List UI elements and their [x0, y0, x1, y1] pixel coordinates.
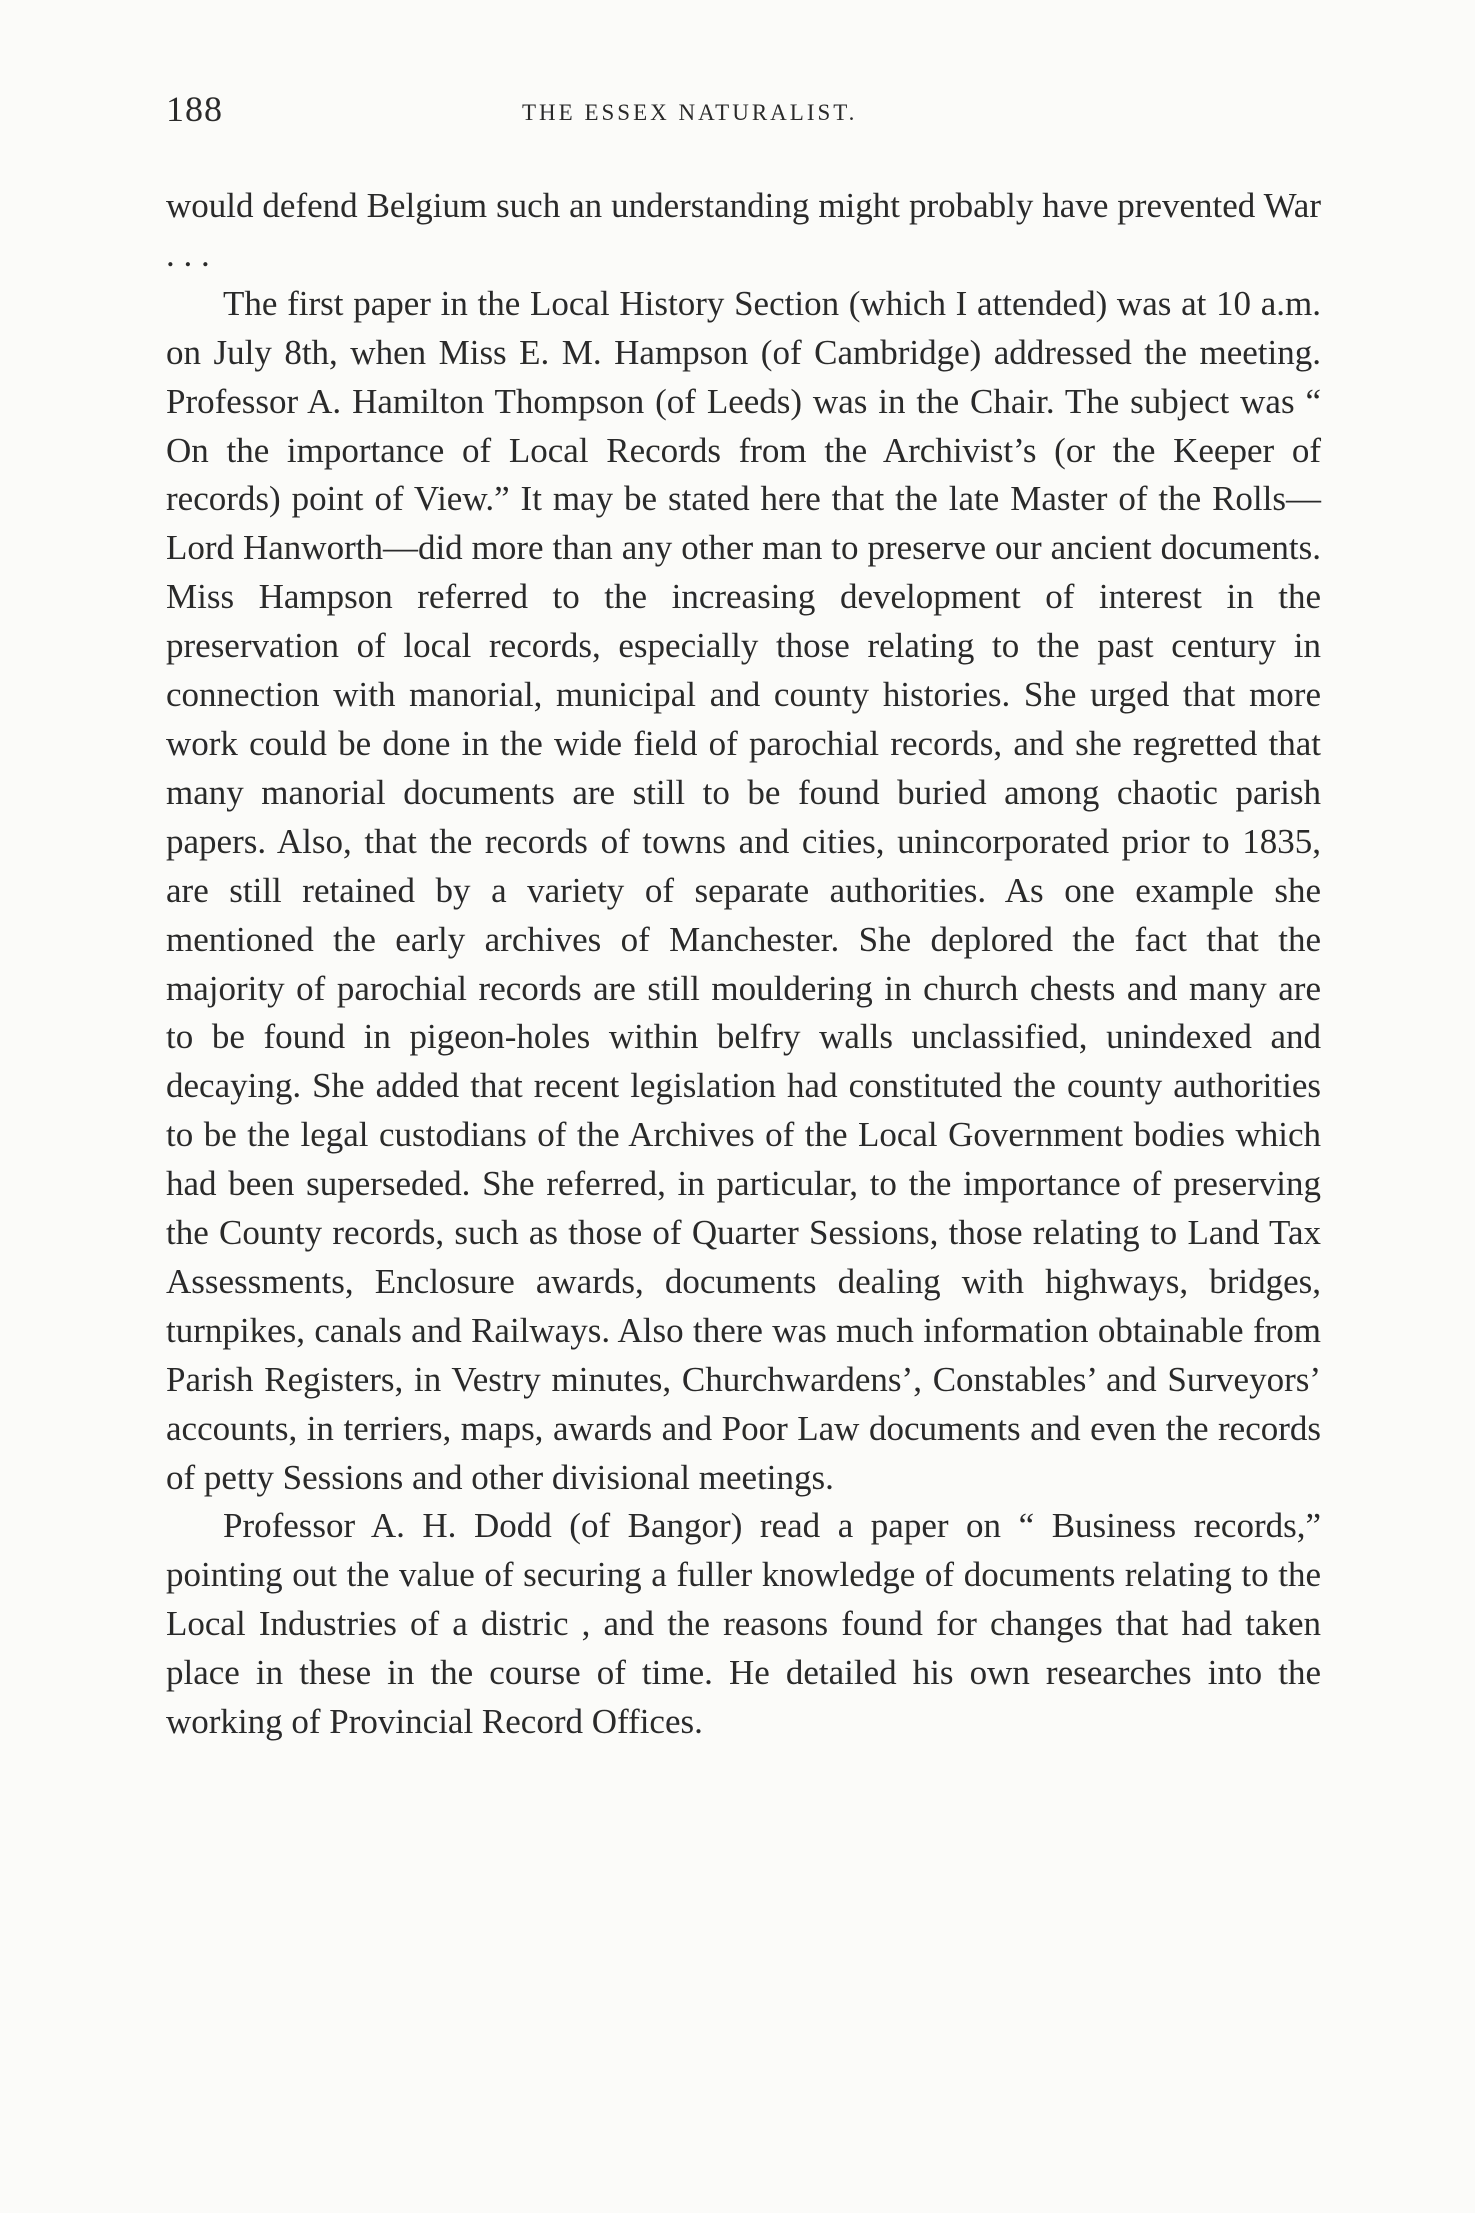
page-number: 188	[166, 89, 223, 129]
paragraph-business-records: Professor A. H. Dodd (of Bangor) read a paper on “ Business records,” pointing out the value of securing a fuller knowledge of documents relating to the Local Industries of a distric , and the reasons found for changes that had taken place in these in the course of time. He detailed his own researches into the working of Provincial Record Offices.	[166, 1506, 1321, 1742]
paragraph-local-history-section: The first paper in the Local History Section (which I attended) was at 10 a.m. on July 8th, when Miss E. M. Hampson (of Cambridge) addressed the meeting. Professor A. Hamilton Thompson (of Leeds) was in the Chair. The subject was “ On the importance of Local Records from the Archivist’s (or the Keeper of records) point of View.” It may be stated here that the late Master of the Rolls—Lord Hanworth—did more than any other man to preserve our ancient documents. Miss Hampson referred to the increasing development of interest in the preservation of local records, especially those relating to the past century in connection with manorial, municipal and county histories. She urged that more work could be done in the wide field of parochial records, and she regretted that many manorial documents are still to be found buried among chaotic parish papers. Also, that the records of towns and cities, unincorporated prior to 1835, are still retained by a variety of separate authorities. As one example she mentioned the early archives of Manchester. She deplored the fact that the majority of parochial records are still mouldering in church chests and many are to be found in pigeon-holes within belfry walls unclassified, unindexed and decaying. She added that recent legislation had constituted the county authorities to be the legal custodians of the Archives of the Local Government bodies which had been superseded. She referred, in particular, to the importance of preserving the County records, such as those of Quarter Sessions, those relating to Land Tax Assessments, Enclosure awards, documents dealing with highways, bridges, turnpikes, canals and Railways. Also there was much information obtainable from Parish Registers, in Vestry minutes, Churchwardens’, Constables’ and Surveyors’ accounts, in terriers, maps, awards and Poor Law documents and even the records of petty Sessions and other divisional meetings.	[166, 283, 1321, 1497]
paragraph-continuation: would defend Belgium such an understanding might probably have prevented War . . .	[166, 186, 1321, 274]
running-title: THE ESSEX NATURALIST.	[522, 100, 858, 125]
book-page	[166, 90, 1321, 1747]
running-head	[166, 90, 1321, 150]
body-text	[166, 182, 1321, 1747]
